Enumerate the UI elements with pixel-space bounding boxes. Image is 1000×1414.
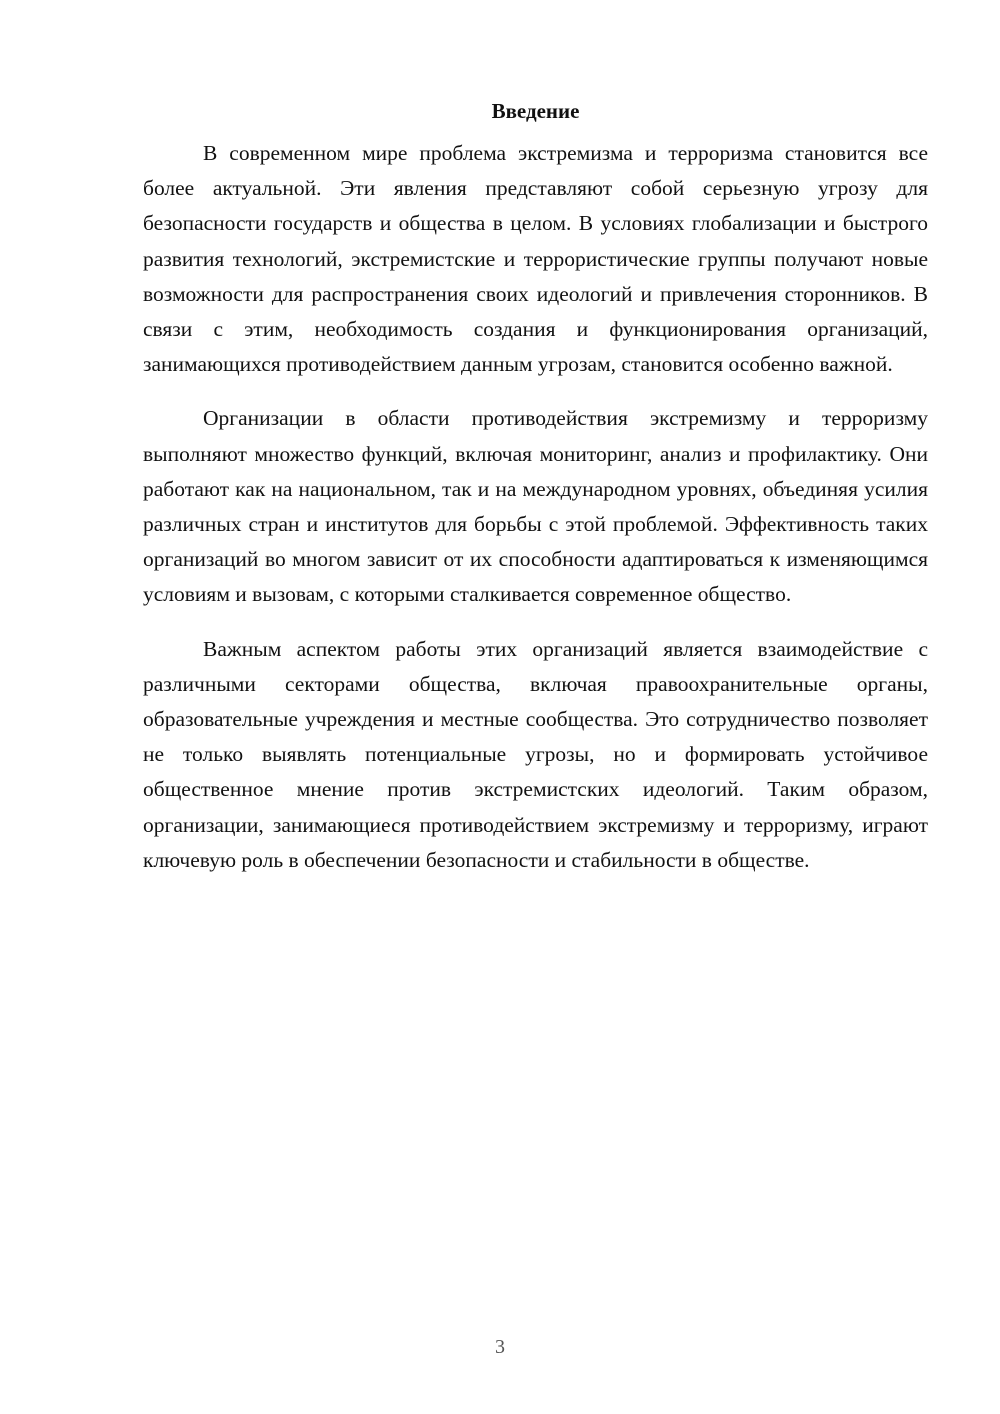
paragraph-3: Важным аспектом работы этих организаций является взаимодействие с различными секторами общества, включая правоохранительные органы, образовательные учреждения и местные сообщества. Это сотрудничество позволяет не только выявлять потенциальные угрозы, но и формировать устойчивое общественное мнение против экстремистских идеологий. Таким образом, организации, занимающиеся противодействием экстремизму и терроризму, играют ключевую роль в обеспечении безопасности и стабильности в обществе. [143, 636, 928, 872]
paragraph-2: Организации в области противодействия экстремизму и терроризму выполняют множество функций, включая мониторинг, анализ и профилактику. Они работают как на национальном, так и на международном уровнях, объединяя усилия различных стран и институтов для борьбы с этой проблемой. Эффективность таких организаций во многом зависит от их способности адаптироваться к изменяющимся условиям и вызовам, с которыми сталкивается современное общество. [143, 406, 928, 607]
page-number: 3 [495, 1336, 505, 1358]
paragraph-1: В современном мире проблема экстремизма и терроризма становится все более актуальной. Эти явления представляют собой серьезную угрозу для безопасности государств и общества в целом. В условиях глобализации и быстрого развития технологий, экстремистские и террористические группы получают новые возможности для распространения своих идеологий и привлечения сторонников. В связи с этим, необходимость создания и функционирования организаций, занимающихся противодействием данным угрозам, становится особенно важной. [143, 141, 928, 377]
section-title: Введение [491, 99, 580, 123]
page-content [143, 96, 928, 897]
